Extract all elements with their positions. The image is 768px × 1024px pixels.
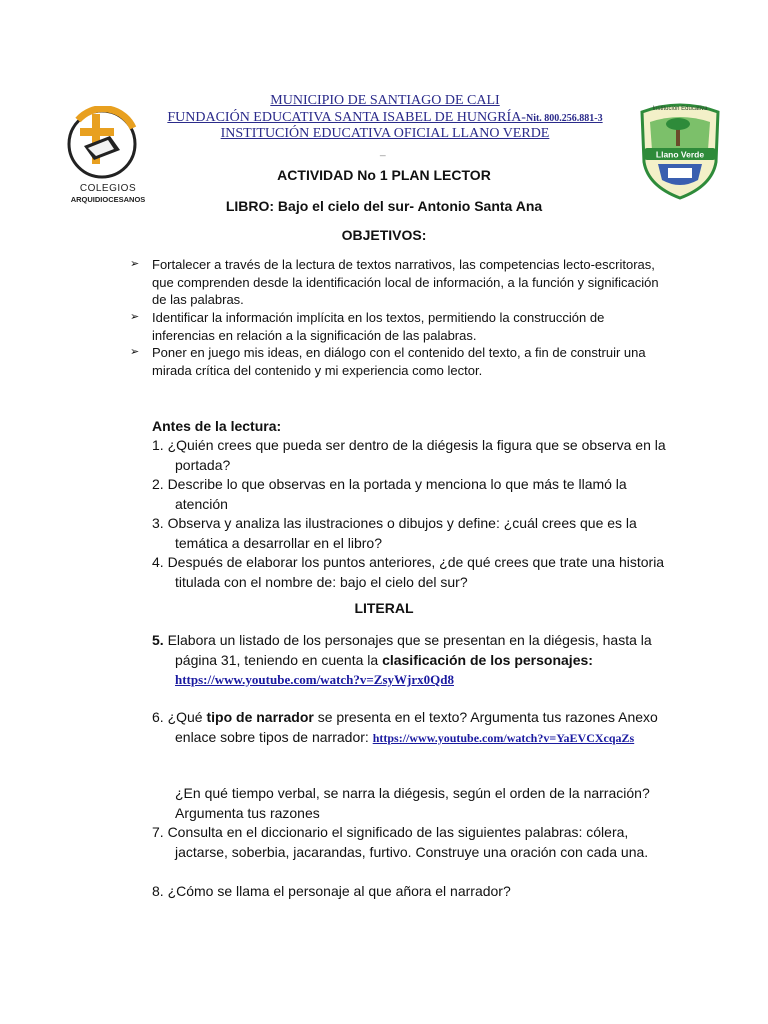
logo-caption-arquidiocesanos: ARQUIDIOCESANOS (70, 195, 146, 204)
question-4: 4. Después de elaborar los puntos anteriores, ¿de qué crees que trate una historia titulada con el nombre de: bajo el cielo del sur? (152, 554, 665, 590)
question-5-number: 5. (152, 632, 164, 648)
logo-band-text: Llano Verde (655, 149, 705, 160)
question-2: 2. Describe lo que observas en la portada y menciona lo que más te llamó la atención (152, 476, 627, 512)
question-5-text: Elabora un listado de los personajes que se presentan en la diégesis, hasta la página 31, teniendo en cuenta la (163, 632, 652, 668)
personajes-video-link[interactable]: https://www.youtube.com/watch?v=ZsyWjrx0Qd8 (175, 672, 454, 687)
question-7: 7. Consulta en el diccionario el significado de las siguientes palabras: cólera, jactarse, soberbia, jacarandas, furtivo. Construye una oración con cada una. (152, 824, 649, 860)
question-6-pre: 6. ¿Qué (152, 709, 207, 725)
objective-item (130, 309, 662, 344)
objective-item (130, 256, 662, 309)
question-5-bold: clasificación de los personajes: (382, 651, 593, 668)
book-title: LIBRO: Bajo el cielo del sur- Antonio Santa Ana (225, 198, 543, 214)
header-municipio: MUNICIPIO DE SANTIAGO DE CALI (270, 93, 500, 108)
question-8: 8. ¿Cómo se llama el personaje al que añora el narrador? (152, 883, 511, 899)
objectives-heading: OBJETIVOS: (341, 227, 427, 243)
header-institucion: INSTITUCIÓN EDUCATIVA OFICIAL LLANO VERDE (220, 126, 550, 141)
arrow-bullet-icon: ➢ (130, 258, 140, 270)
question-6 (152, 708, 672, 748)
question-6-bold: tipo de narrador (206, 709, 314, 725)
llano-verde-shield-logo (636, 100, 724, 200)
header-nit: Nit. 800.256.881-3 (525, 113, 603, 124)
question-6-post: se presenta en el texto? Argumenta tus razones Anexo enlace sobre tipos de narrador: (175, 709, 658, 745)
question-1: 1. ¿Quién crees que pueda ser dentro de la diégesis la figura que se observa en la portada? (152, 437, 666, 473)
activity-title: ACTIVIDAD No 1 PLAN LECTOR (277, 167, 491, 183)
header-fundacion-name: FUNDACIÓN EDUCATIVA SANTA ISABEL DE HUNGRÍA- (167, 110, 526, 125)
header-dash: _ (380, 146, 386, 157)
literal-heading: LITERAL (354, 600, 414, 616)
logo-top-text: Institución Educativa (652, 106, 708, 112)
objective-item (130, 344, 662, 379)
objective-text: Fortalecer a través de la lectura de textos narrativos, las competencias lecto-escritoras, que comprenden desde la identificación local de información, a la función y significación de las palabras. (152, 257, 659, 307)
logo-caption-colegios: COLEGIOS (79, 183, 137, 194)
before-reading-heading: Antes de la lectura: (152, 418, 282, 434)
question-6-continuation: ¿En qué tiempo verbal, se narra la diégesis, según el orden de la narración? Argumenta tus razones (175, 785, 650, 821)
arrow-bullet-icon: ➢ (130, 311, 140, 323)
question-3: 3. Observa y analiza las ilustraciones o dibujos y define: ¿cuál crees que es la temática a desarrollar en el libro? (152, 515, 637, 551)
header-fundacion (150, 110, 620, 126)
objective-text: Poner en juego mis ideas, en diálogo con el contenido del texto, a fin de construir una mirada crítica del contenido y mi experiencia como lector. (152, 345, 646, 378)
question-5 (152, 631, 672, 690)
narrador-video-link[interactable]: https://www.youtube.com/watch?v=YaEVCXcqaZs (372, 730, 635, 745)
arrow-bullet-icon: ➢ (130, 346, 140, 358)
objective-text: Identificar la información implícita en los textos, permitiendo la construcción de inferencias en relación a la significación de las palabras. (152, 310, 605, 343)
